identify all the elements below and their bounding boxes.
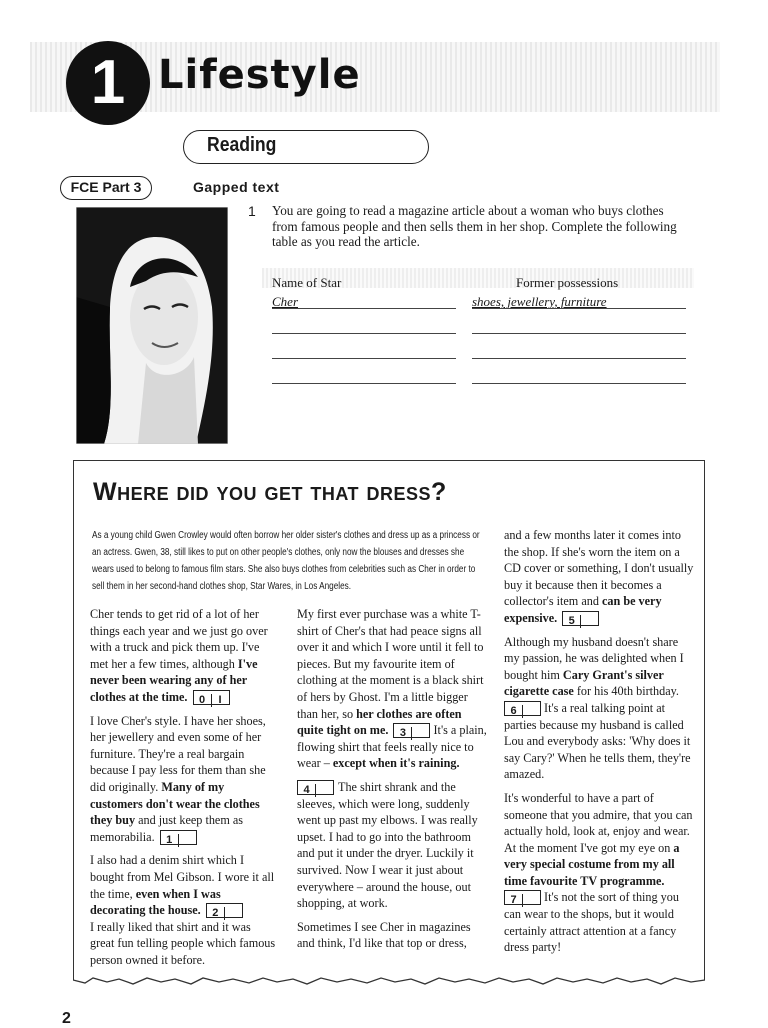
paragraph [297, 919, 487, 952]
table-line [472, 333, 686, 334]
gap-number: 1 [161, 834, 179, 847]
paragraph-text: I love Cher's style. I have her shoes, her jewellery and even some of her furniture. They're a real bargain because I pay less for them than she did originally. [90, 713, 266, 794]
paragraph-text: and just keep them as memorabilia. [90, 813, 244, 844]
gap-box-4[interactable] [297, 780, 334, 795]
paragraph-text: Although my husband doesn't share my passion, he was delighted when I bought him [504, 634, 684, 682]
bold-phrase: Cary Grant's silver cigarette case [504, 667, 664, 699]
exam-part-label: FCE Part 3 [60, 176, 152, 200]
paragraph-text: Cher tends to get rid of a lot of her things each year and we just go over with a truck and pick them up. I've met her a few times, although [90, 607, 268, 671]
article-column-2 [297, 606, 487, 959]
bold-phrase: can be very expensive. [504, 594, 662, 625]
paragraph-text: It's wonderful to have a part of someone that you admire, that you can actually hold, look at, enjoy and wear. At the moment I've got my eye on [504, 790, 693, 855]
paragraph-text: My first ever purchase was a white T-shirt of Cher's that had peace signs all over it and which I wore until it fell to pieces. But my favourite item of clothing at the moment is a black shirt of hers by Ghost. I'm a little bigger than her, so [297, 607, 484, 721]
table-line [272, 308, 456, 309]
page-number: 2 [62, 1010, 71, 1027]
paragraph [297, 779, 487, 912]
unit-title: Lifestyle [158, 52, 361, 98]
paragraph [90, 713, 276, 846]
gap-box-0[interactable] [193, 690, 230, 705]
paragraph-text: It's a plain, flowing shirt that feels really nice to wear – [297, 723, 487, 771]
bold-phrase: except when it's raining. [332, 756, 460, 771]
paragraph-text: It's not the sort of thing you can wear to the shops, but it would certainly attract attention at a fancy dress party! [504, 890, 679, 955]
gap-box-2[interactable] [206, 903, 243, 918]
bold-phrase: a very special costume from my all time favourite TV programme. [504, 840, 680, 888]
gap-box-1[interactable] [160, 830, 197, 845]
paragraph-text: It's a real talking point at parties because my husband is called Lou and everybody asks: 'Why does it say Cary?' When he tells them, they're amazed. [504, 700, 691, 782]
bold-phrase: even when I was decorating the house. [90, 886, 221, 918]
paragraph-text: Sometimes I see Cher in magazines and think, I'd like that top or dress, [297, 919, 471, 951]
paragraph-text: I really liked that shirt and it was great fun telling people which famous person owned it before. [90, 919, 276, 967]
unit-number-badge: 1 [66, 41, 150, 125]
table-line [272, 333, 456, 334]
article-column-1 [90, 606, 276, 975]
bold-phrase: I've never been wearing any of her clothes at the time. [90, 656, 258, 704]
gap-number: 5 [563, 615, 581, 628]
article-title: Where did you get that dress? [93, 478, 447, 506]
table-line [472, 308, 686, 309]
gap-number: 2 [207, 907, 225, 920]
gap-box-3[interactable] [393, 723, 430, 738]
table-cell-star: Cher [272, 294, 298, 309]
paragraph [297, 606, 487, 772]
paragraph-text: for his 40th birthday. [573, 684, 679, 699]
gap-number: 6 [505, 705, 523, 718]
table-header-possessions: Former possessions [516, 275, 619, 290]
paragraph [90, 852, 276, 968]
paragraph [504, 790, 694, 956]
portrait-photo [76, 207, 228, 444]
table-line [472, 383, 686, 384]
table-header-star: Name of Star [272, 275, 342, 290]
section-title: Reading [207, 134, 277, 156]
table-line [272, 358, 456, 359]
gap-box-6[interactable] [504, 701, 541, 716]
table-line [472, 358, 686, 359]
paragraph-text: The shirt shrank and the sleeves, which were long, suddenly went up past my elbows. I was really upset. I had to go into the bathroom and put it under the dryer. Luckily it survived. Now I wear it just about everywhere – around the house, out shopping, at work. [297, 779, 478, 911]
article-intro: As a young child Gwen Crowley would often borrow her older sister's clothes and dress up as a princess or an actress. Gwen, 38, still likes to put on other people's clothes, only now the blouses and dresses she wears used to belong to famous film stars. She also buys clothes from celebrities such as Cher in order to sell them in her second-hand clothes shop, Star Wares, in Los Angeles. [92, 530, 480, 592]
gap-number: 4 [298, 784, 316, 797]
table-line [272, 383, 456, 384]
bold-phrase: her clothes are often quite tight on me. [297, 706, 462, 738]
gap-number: 3 [394, 727, 412, 740]
paragraph [90, 606, 276, 706]
task-number: 1 [248, 203, 256, 219]
paragraph [504, 634, 694, 783]
gap-box-7[interactable] [504, 890, 541, 905]
gap-number: 7 [505, 894, 523, 907]
gap-box-5[interactable] [562, 611, 599, 626]
paragraph-text: and a few months later it comes into the shop. If she's worn the item on a CD cover or something, I don't usually buy it because then it becomes a collector's item and [504, 528, 694, 609]
bold-phrase: Many of my customers don't wear the clothes they buy [90, 779, 260, 828]
paragraph [504, 527, 694, 627]
article-column-3 [504, 527, 694, 963]
paragraph-text: I also had a denim shirt which I bought from Mel Gibson. I wore it all the time, [90, 853, 275, 901]
gap-answer: I [218, 693, 222, 706]
task-instruction: You are going to read a magazine article about a woman who buys clothes from famous people and then sells them in her shop. Complete the following table as you read the article. [272, 203, 677, 249]
table-cell-possessions: shoes, jewellery, furniture [472, 294, 607, 309]
task-type-label: Gapped text [193, 179, 280, 195]
gap-number: 0 [194, 694, 212, 707]
